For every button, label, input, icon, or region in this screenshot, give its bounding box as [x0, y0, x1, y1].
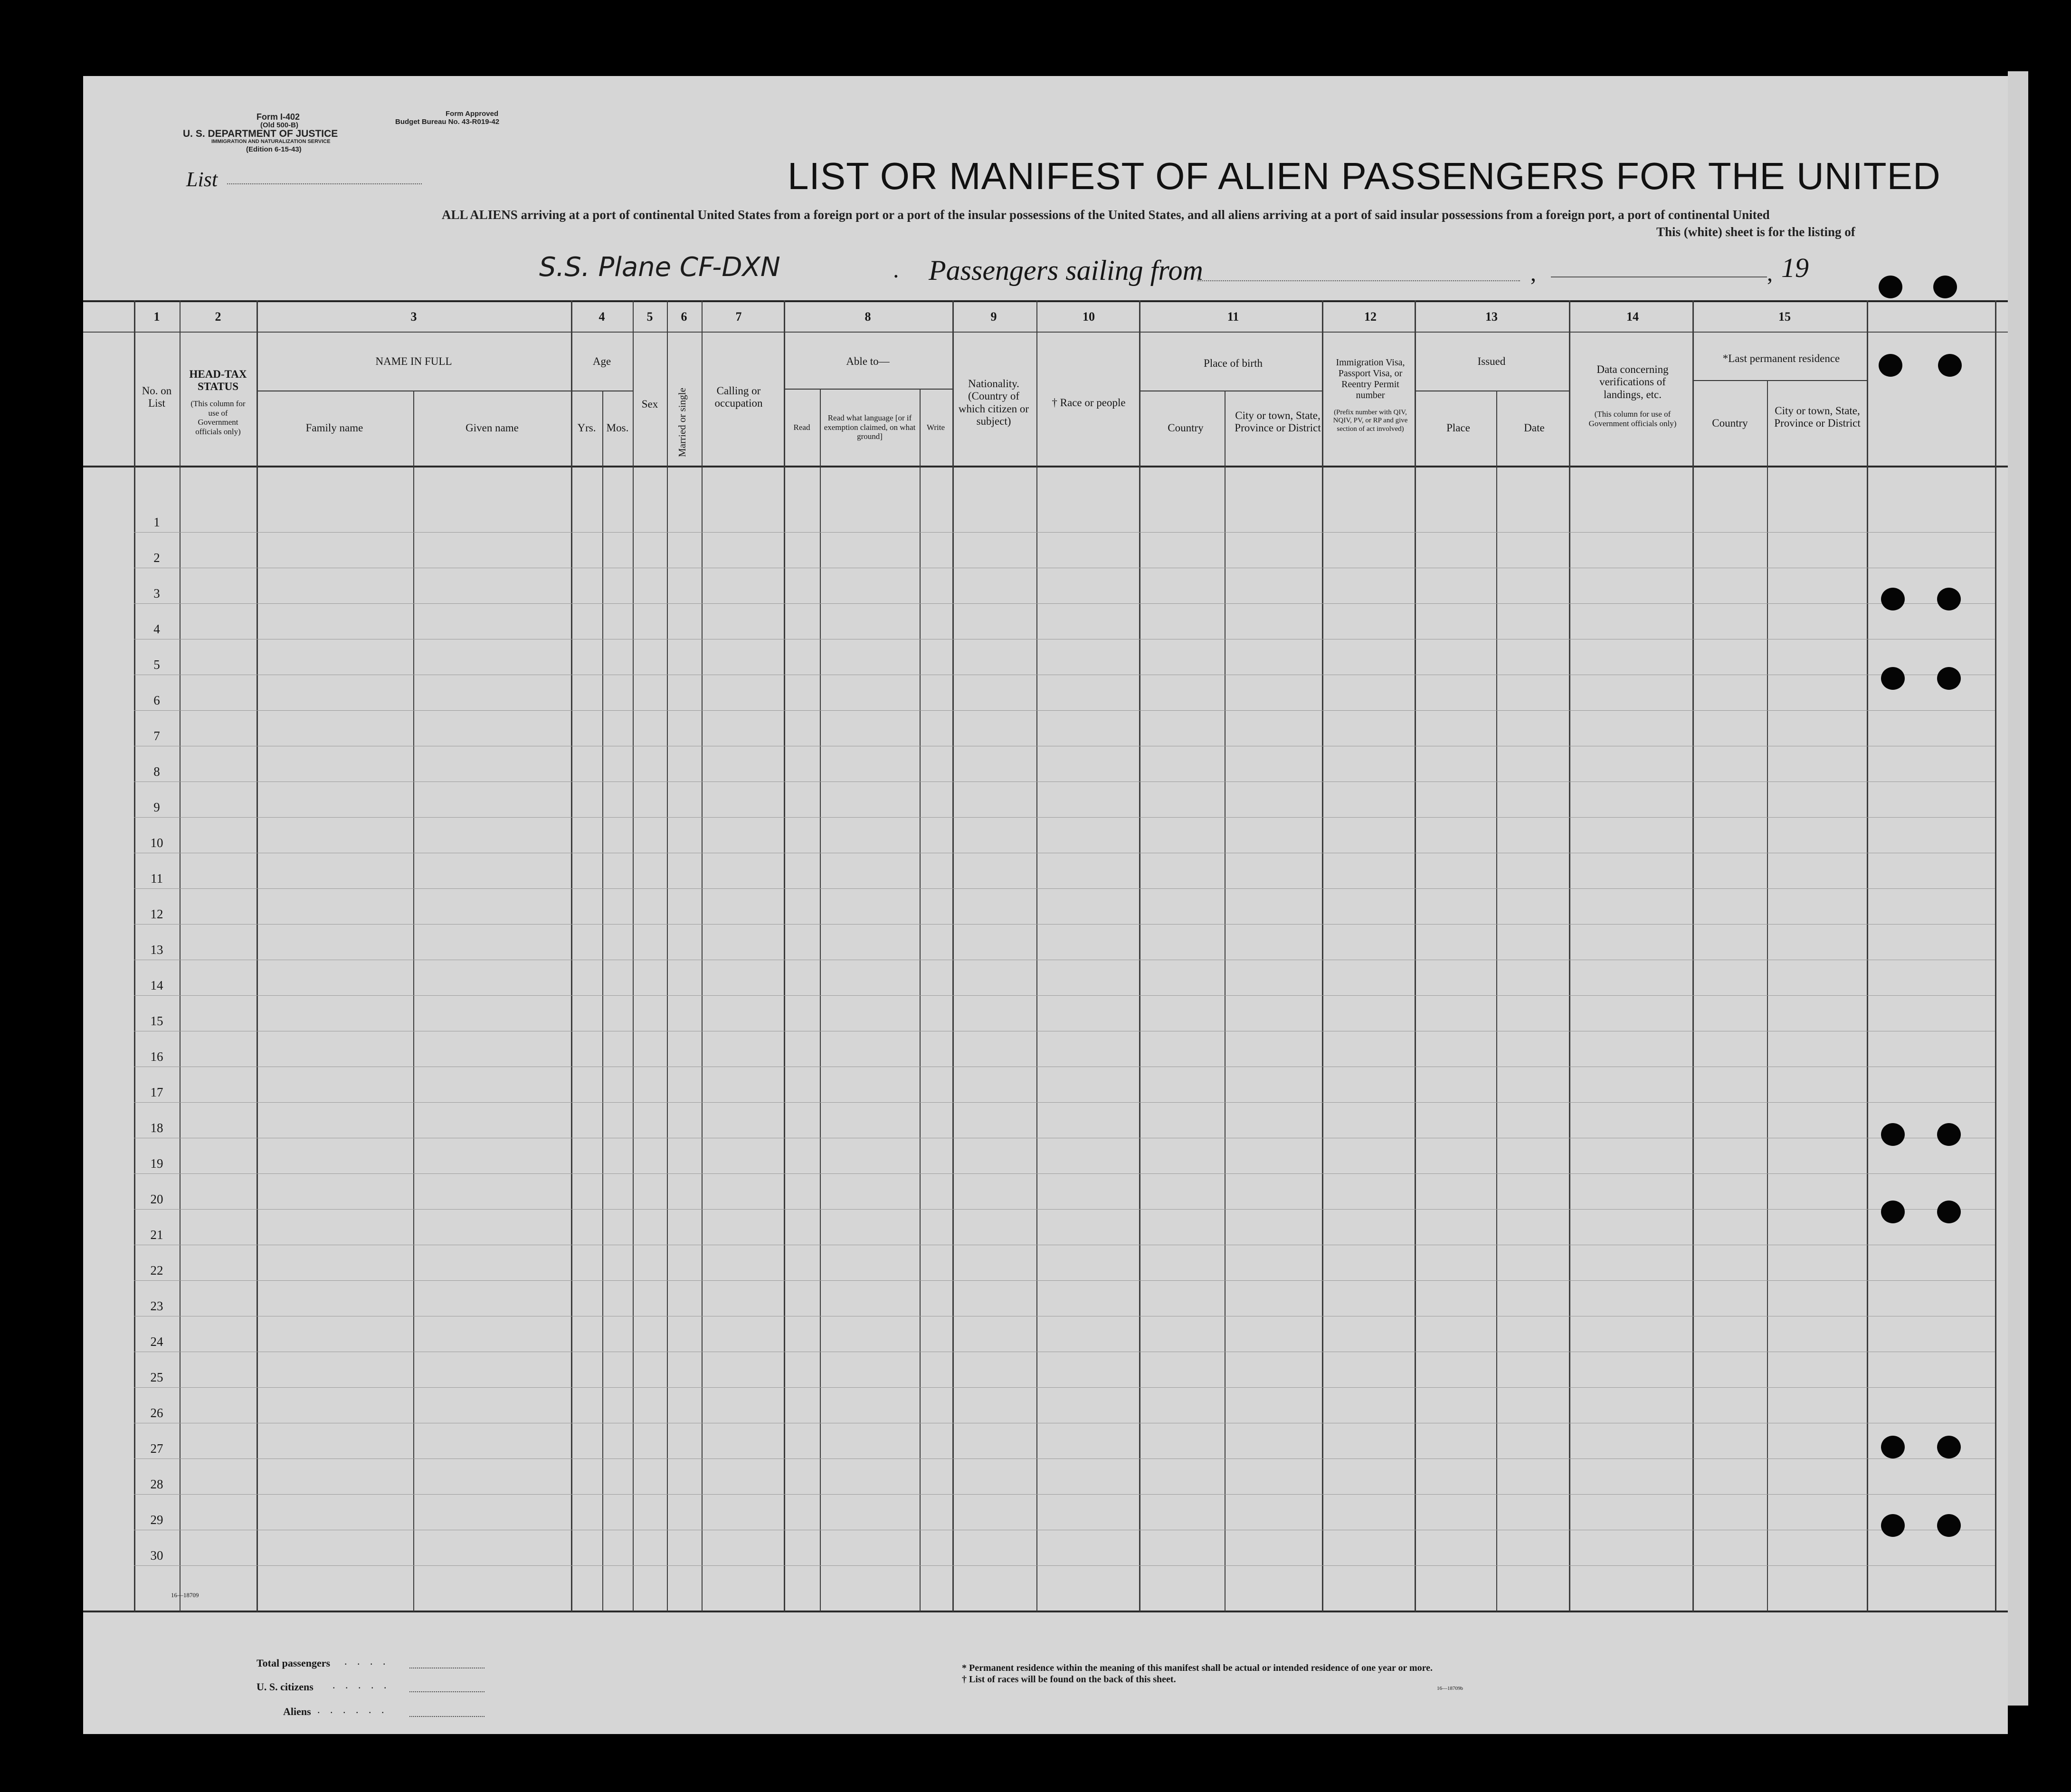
aliens-field[interactable]: [409, 1716, 484, 1717]
header-visa-note: (Prefix number with QIV, NQIV, PV, or RP and give section of act involved): [1333, 409, 1408, 433]
row-number: 7: [153, 729, 160, 743]
department-name: U. S. DEPARTMENT OF JUSTICE: [183, 128, 338, 139]
row-number: 16: [150, 1049, 163, 1064]
punch-hole: [1938, 354, 1962, 377]
row-number: 22: [150, 1263, 163, 1277]
punch-hole: [1879, 354, 1902, 377]
vessel-period: .: [893, 256, 899, 283]
row-number: 4: [153, 622, 160, 636]
header-birth-city: City or town, State, Province or District: [1235, 410, 1321, 434]
column-number-10: 10: [1083, 310, 1095, 324]
row-number: 26: [150, 1406, 163, 1420]
row-rule: [134, 817, 1995, 818]
row-number: 2: [153, 551, 160, 565]
header-name-in-full: NAME IN FULL: [375, 355, 452, 367]
header-read: Read: [793, 423, 810, 432]
residence-subheader-rule: [1692, 380, 1867, 381]
header-family-name: Family name: [305, 422, 363, 434]
col-divider: [1767, 380, 1768, 1611]
header-no-on-list: No. on List: [142, 385, 172, 410]
column-number-4: 4: [598, 310, 605, 324]
col-divider: [952, 300, 954, 1611]
row-number: 18: [150, 1121, 163, 1135]
header-nationality: Nationality. (Country of which citizen or subject): [958, 378, 1029, 428]
header-write: Write: [926, 423, 945, 432]
row-rule: [134, 532, 1995, 533]
row-number: 12: [150, 907, 163, 921]
header-race: † Race or people: [1052, 397, 1126, 409]
row-number: 27: [150, 1441, 163, 1456]
col-divider: [1036, 300, 1037, 1611]
row-number: 29: [150, 1513, 163, 1527]
header-years: Yrs.: [577, 422, 596, 434]
year-prefix: 19: [1781, 252, 1809, 283]
col-divider: [1569, 300, 1570, 1611]
col-divider: [1415, 300, 1416, 1611]
row-number: 23: [150, 1299, 163, 1313]
print-code: 16—18709: [171, 1592, 199, 1599]
column-number-14: 14: [1626, 310, 1639, 324]
col-divider: [602, 391, 603, 1611]
column-number-1: 1: [153, 310, 160, 324]
row-rule: [134, 1458, 1995, 1459]
header-issued: Issued: [1477, 355, 1506, 367]
leader-dots: . . . .: [344, 1655, 390, 1667]
row-number: 9: [153, 800, 160, 814]
row-number: 15: [150, 1014, 163, 1028]
sailing-port-field[interactable]: [1197, 280, 1520, 281]
col-divider: [256, 300, 258, 1611]
list-number-field[interactable]: [227, 183, 422, 184]
row-number: 17: [150, 1085, 163, 1099]
row-rule: [134, 603, 1995, 604]
row-rule: [134, 1280, 1995, 1281]
column-number-7: 7: [735, 310, 742, 324]
punch-hole: [1879, 276, 1902, 298]
punch-hole: [1881, 667, 1905, 690]
punch-hole: [1881, 1514, 1905, 1537]
page-subtitle-line2: This (white) sheet is for the listing of: [1656, 225, 1855, 239]
page-title: LIST OR MANIFEST OF ALIEN PASSENGERS FOR THE UNITED: [788, 155, 1941, 197]
list-label: List: [186, 168, 218, 191]
col-divider: [1867, 300, 1868, 1611]
header-issued-place: Place: [1446, 422, 1470, 434]
row-number: 28: [150, 1477, 163, 1491]
year-comma: ,: [1767, 261, 1773, 286]
row-rule: [134, 1494, 1995, 1495]
column-number-12: 12: [1364, 310, 1377, 324]
row-number: 25: [150, 1370, 163, 1384]
total-passengers-label: Total passengers: [256, 1657, 331, 1669]
col-divider: [1692, 300, 1694, 1611]
col-divider: [1139, 300, 1140, 1611]
header-able-to: Able to—: [846, 355, 890, 367]
col-divider: [1322, 300, 1323, 1611]
row-rule: [134, 1565, 1995, 1566]
budget-bureau-number: Budget Bureau No. 43-R019-42: [395, 118, 500, 126]
col-divider: [633, 300, 634, 1611]
punch-hole: [1937, 667, 1961, 690]
row-number: 19: [150, 1156, 163, 1171]
col-divider: [134, 300, 135, 1611]
column-number-8: 8: [864, 310, 871, 324]
print-code-2: 16—18709b: [1437, 1686, 1463, 1691]
header-calling: Calling or occupation: [714, 385, 763, 410]
row-number: 14: [150, 978, 163, 992]
aliens-label: Aliens: [283, 1706, 311, 1717]
row-number: 5: [153, 658, 160, 672]
punch-hole: [1937, 588, 1961, 610]
punch-hole: [1937, 1123, 1961, 1146]
form-edition: (Edition 6-15-43): [246, 145, 302, 153]
header-residence-city: City or town, State, Province or District: [1774, 405, 1861, 429]
form-number: Form I-402: [256, 112, 300, 122]
page-subtitle-line1: ALL ALIENS arriving at a port of continental United States from a foreign port or a port of the insular possessions of the United States, and all aliens arriving at a port of said insular possessions from a foreign port, a port of continental United: [442, 208, 1770, 222]
header-head-tax-note: (This column for use of Government officials only): [190, 399, 246, 436]
able-to-subheader-rule: [784, 389, 952, 390]
header-age: Age: [592, 355, 611, 367]
leader-dots: . . . . .: [332, 1679, 390, 1691]
column-number-3: 3: [410, 310, 417, 324]
row-number: 8: [153, 764, 160, 779]
col-divider: [667, 300, 668, 1611]
col-divider: [920, 389, 921, 1611]
row-rule: [134, 995, 1995, 996]
header-last-residence: *Last permanent residence: [1722, 353, 1840, 364]
column-number-9: 9: [990, 310, 997, 324]
row-rule: [134, 1209, 1995, 1210]
column-number-rule: [83, 332, 2008, 333]
header-married-or-single: Married or single: [676, 388, 688, 457]
row-number: 11: [151, 871, 163, 886]
table-top-rule: [83, 300, 2008, 302]
row-number: 24: [150, 1334, 163, 1349]
punch-hole: [1937, 1201, 1961, 1223]
col-divider: [1995, 300, 1996, 1611]
header-visa-number: Immigration Visa, Passport Visa, or Reentry Permit number: [1336, 357, 1405, 400]
header-data-concerning: Data concerning verifications of landings, etc.: [1596, 363, 1669, 400]
column-number-5: 5: [646, 310, 653, 324]
row-number: 10: [150, 836, 163, 850]
header-sex: Sex: [641, 398, 658, 410]
punch-hole: [1937, 1436, 1961, 1458]
row-rule: [134, 888, 1995, 889]
vessel-name-handwritten[interactable]: S.S. Plane CF-DXN: [539, 252, 780, 283]
row-rule: [134, 924, 1995, 925]
header-read-what-language: Read what language [or if exemption claimed, on what ground]: [824, 413, 916, 441]
row-number: 20: [150, 1192, 163, 1206]
header-given-name: Given name: [466, 422, 519, 434]
row-rule: [134, 1173, 1995, 1174]
punch-hole: [1881, 588, 1905, 610]
form-old-number: (Old 500-B): [260, 121, 299, 129]
header-months: Mos.: [606, 422, 629, 434]
col-divider: [702, 300, 703, 1611]
punch-hole: [1881, 1201, 1905, 1223]
us-citizens-label: U. S. citizens: [256, 1681, 314, 1693]
us-citizens-field[interactable]: [409, 1691, 484, 1692]
punch-hole: [1937, 1514, 1961, 1537]
header-data-note: (This column for use of Government officials only): [1588, 410, 1677, 428]
punch-hole: [1881, 1123, 1905, 1146]
row-rule: [134, 1387, 1995, 1388]
punch-hole: [1933, 276, 1957, 298]
column-number-11: 11: [1227, 310, 1239, 324]
col-divider: [820, 389, 821, 1611]
column-number-2: 2: [215, 310, 221, 324]
manifest-sheet: [83, 76, 2008, 1734]
row-number: 30: [150, 1548, 163, 1563]
sailing-date-field[interactable]: [1551, 276, 1767, 277]
row-number: 3: [153, 586, 160, 601]
service-name: IMMIGRATION AND NATURALIZATION SERVICE: [211, 139, 331, 144]
sheet-edge: [2008, 71, 2028, 1706]
header-residence-country: Country: [1712, 417, 1748, 429]
footnote-residence: * Permanent residence within the meaning of this manifest shall be actual or intended residence of one year or more.: [962, 1663, 1433, 1673]
header-head-tax: HEAD-TAX STATUS: [189, 368, 247, 393]
col-divider: [1225, 391, 1226, 1611]
row-number: 21: [150, 1228, 163, 1242]
sailing-label: Passengers sailing from: [929, 255, 1203, 286]
column-number-6: 6: [681, 310, 687, 324]
table-bottom-rule: [83, 1611, 2008, 1612]
header-issued-date: Date: [1524, 422, 1545, 434]
header-place-of-birth: Place of birth: [1204, 357, 1263, 369]
col-divider: [784, 300, 785, 1611]
column-number-15: 15: [1778, 310, 1791, 324]
punch-hole: [1881, 1436, 1905, 1458]
col-divider: [1496, 391, 1497, 1611]
row-number: 6: [153, 693, 160, 707]
row-number: 13: [150, 943, 163, 957]
footnote-races: † List of races will be found on the back of this sheet.: [962, 1674, 1176, 1685]
row-number: 1: [153, 515, 160, 529]
col-divider: [571, 300, 572, 1611]
form-approved: Form Approved: [446, 110, 499, 118]
col-divider: [413, 391, 414, 1611]
header-birth-country: Country: [1168, 422, 1204, 434]
header-bottom-rule: [83, 466, 2008, 467]
row-rule: [134, 1102, 1995, 1103]
row-rule: [134, 710, 1995, 711]
leader-dots: . . . . . .: [317, 1704, 388, 1716]
column-number-13: 13: [1485, 310, 1498, 324]
sailing-comma: ,: [1530, 261, 1536, 286]
